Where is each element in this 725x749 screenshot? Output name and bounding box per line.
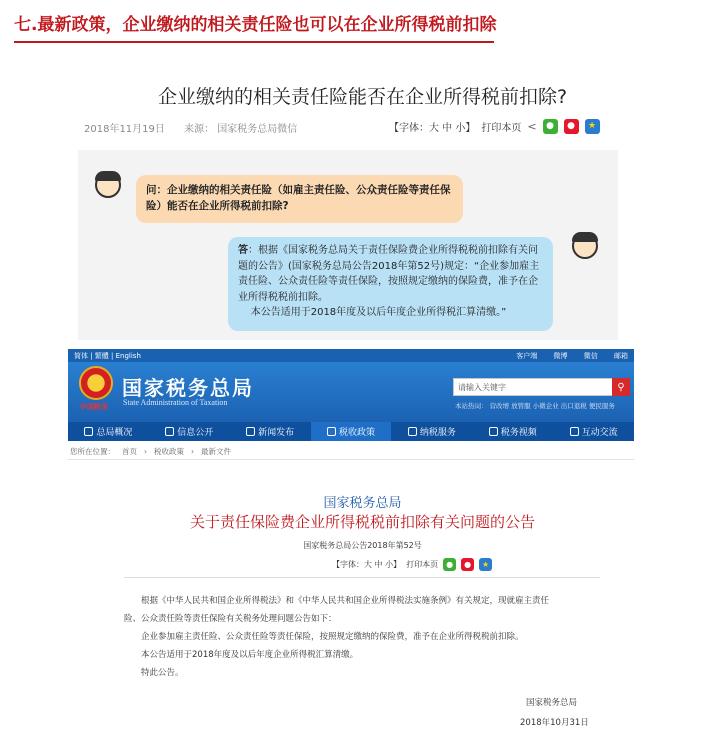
weibo-icon[interactable]: ● xyxy=(564,119,579,134)
site-name-en: State Administration of Taxation xyxy=(123,398,228,407)
print-link[interactable]: 打印本页 xyxy=(406,559,439,569)
favorite-icon[interactable]: ★ xyxy=(479,558,492,571)
main-nav xyxy=(68,422,634,441)
breadcrumb-sep: › xyxy=(144,447,147,456)
nav-label: 信息公开 xyxy=(177,428,214,438)
interact-icon xyxy=(570,427,579,436)
nav-item-service[interactable] xyxy=(391,422,472,441)
article-meta xyxy=(84,120,313,135)
answer-text: ：根据《国家税务总局关于责任保险费企业所得税税前扣除有关问题的公告》(国家税务总局公告2018年第52号)规定：“企业参加雇主责任险、公众责任险等责任保险，按照规定缴纳的保险费，准予在企业所得税税前扣除。 xyxy=(238,245,540,303)
topbar-link-wechat[interactable]: 微信 xyxy=(583,351,598,360)
doc-paragraph: 本公告适用于2018年度及以后年度企业所得税汇算清缴。 xyxy=(141,650,359,660)
heading-underline xyxy=(14,41,494,43)
doc-paragraph: 根据《中华人民共和国企业所得税法》和《中华人民共和国企业所得税法实施条例》有关规定，现就雇主责任 xyxy=(141,596,550,606)
nav-item-overview[interactable] xyxy=(68,422,149,441)
nav-label: 互动交流 xyxy=(581,428,618,438)
article-title: 企业缴纳的相关责任险能否在企业所得税前扣除? xyxy=(157,86,568,108)
font-size-control[interactable]: 【字体：大 中 小】 xyxy=(332,559,402,569)
service-icon xyxy=(408,427,417,436)
nav-label: 税务视频 xyxy=(500,428,537,438)
nav-item-news[interactable] xyxy=(230,422,311,441)
doc-paragraph: 险、公众责任险等责任保险有关税务处理问题公告如下： xyxy=(124,614,337,624)
font-size-control[interactable]: 【字体：大 中 小】 xyxy=(389,122,476,134)
nav-label: 纳税服务 xyxy=(419,428,456,438)
section-heading: 七.最新政策，企业缴纳的相关责任险也可以在企业所得税前扣除 xyxy=(14,15,497,35)
doc-body xyxy=(124,592,604,682)
policy-icon xyxy=(327,427,336,436)
national-emblem-logo xyxy=(79,366,113,400)
video-icon xyxy=(489,427,498,436)
breadcrumb-policy[interactable]: 税收政策 xyxy=(154,447,184,456)
share-icon[interactable]: < xyxy=(527,119,537,133)
doc-issuer: 国家税务总局 xyxy=(323,496,402,511)
question-avatar xyxy=(95,172,121,198)
answer-bubble xyxy=(228,237,553,331)
doc-number: 国家税务总局公告2018年第52号 xyxy=(303,541,422,550)
nav-label: 新闻发布 xyxy=(258,428,295,438)
topbar-link-client[interactable]: 客户端 xyxy=(516,351,538,360)
answer-avatar xyxy=(572,233,598,259)
wechat-icon[interactable]: ● xyxy=(543,119,558,134)
site-topbar xyxy=(68,349,634,362)
topbar-link-weibo[interactable]: 微博 xyxy=(553,351,568,360)
print-link[interactable]: 打印本页 xyxy=(481,122,522,134)
article-date: 2018年11月19日 xyxy=(84,124,165,135)
nav-item-info[interactable] xyxy=(149,422,230,441)
doc-paragraph: 特此公告。 xyxy=(141,668,184,678)
answer-tail: 本公告适用于2018年度及以后年度企业所得税汇算清缴。” xyxy=(250,307,507,318)
nav-label: 税收政策 xyxy=(339,428,376,438)
topbar-link-mail[interactable]: 邮箱 xyxy=(614,351,628,360)
weibo-icon[interactable]: ● xyxy=(461,558,474,571)
doc-title: 关于责任保险费企业所得税税前扣除有关问题的公告 xyxy=(189,513,535,531)
breadcrumb-sep: › xyxy=(191,447,194,456)
nav-label: 总局概况 xyxy=(96,428,133,438)
doc-signature: 国家税务总局 xyxy=(526,698,578,708)
language-switch[interactable]: 简体 | 繁體 | English xyxy=(74,351,141,360)
topbar-links xyxy=(502,351,628,361)
answer-label: 答 xyxy=(238,245,248,256)
search-icon[interactable]: ⚲ xyxy=(612,378,630,396)
nav-item-video[interactable] xyxy=(472,422,553,441)
search-input[interactable]: 请输入关键字 xyxy=(453,378,613,396)
favorite-icon[interactable]: ★ xyxy=(585,119,600,134)
emblem-caption: 中国税务 xyxy=(80,403,108,411)
doc-paragraph: 企业参加雇主责任险、公众责任险等责任保险，按照规定缴纳的保险费，准予在企业所得税税前扣除。 xyxy=(141,632,524,642)
info-icon xyxy=(165,427,174,436)
divider xyxy=(124,577,600,578)
breadcrumb-latest[interactable]: 最新文件 xyxy=(201,447,231,456)
article-tools xyxy=(389,116,600,136)
breadcrumb-prefix: 您所在位置： xyxy=(70,447,115,456)
overview-icon xyxy=(84,427,93,436)
breadcrumb-home[interactable]: 首页 xyxy=(122,447,137,456)
question-bubble: 问：企业缴纳的相关责任险（如雇主责任险、公众责任险等责任保险）能否在企业所得税前扣除? xyxy=(136,175,463,223)
wechat-icon[interactable]: ● xyxy=(443,558,456,571)
site-name[interactable]: 国家税务总局 xyxy=(122,376,254,400)
breadcrumb xyxy=(70,446,238,457)
news-icon xyxy=(246,427,255,436)
nav-item-policy[interactable] xyxy=(311,422,392,441)
divider xyxy=(68,459,634,460)
nav-item-interact[interactable] xyxy=(553,422,634,441)
article-source: 来源： 国家税务总局微信 xyxy=(184,124,298,135)
doc-date: 2018年10月31日 xyxy=(520,718,589,728)
hot-words[interactable]: 本站热词： 营改增 放管服 小微企业 出口退税 便民服务 xyxy=(455,402,615,410)
doc-tools xyxy=(332,556,492,572)
